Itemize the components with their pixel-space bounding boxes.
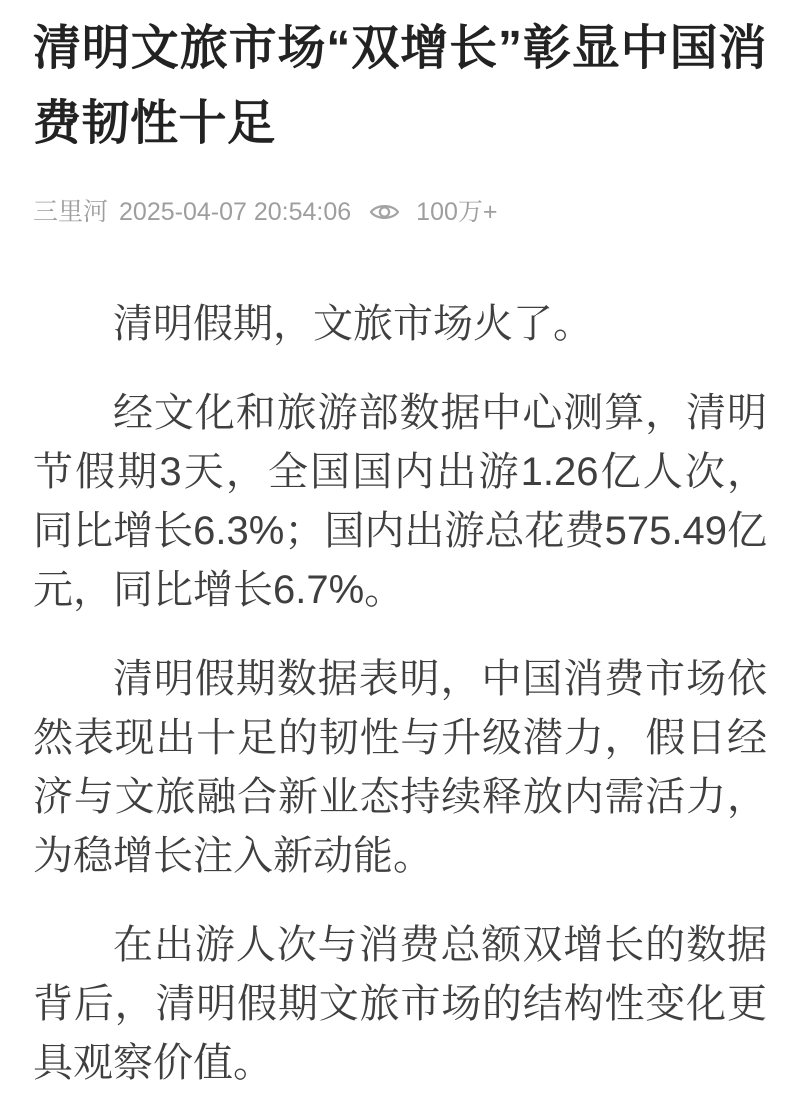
publish-datetime: 2025-04-07 20:54:06 xyxy=(119,198,352,226)
article-title: 清明文旅市场“双增长”彰显中国消费韧性十足 xyxy=(33,22,767,150)
paragraph: 经文化和旅游部数据中心测算，清明节假期3天，全国国内出游1.26亿人次，同比增长6.3%；国内出游总花费575.49亿元，同比增长6.7%。 xyxy=(33,391,767,612)
article-body xyxy=(33,295,767,1093)
paragraph: 清明假期，文旅市场火了。 xyxy=(113,302,593,346)
view-count xyxy=(369,195,497,229)
paragraph: 在出游人次与消费总额双增长的数据背后，清明假期文旅市场的结构性变化更具观察价值。 xyxy=(33,923,767,1085)
article-meta xyxy=(33,195,767,229)
author-name[interactable]: 三里河 xyxy=(33,198,109,226)
view-count-label: 100万+ xyxy=(416,198,498,226)
paragraph: 清明假期数据表明，中国消费市场依然表现出十足的韧性与升级潜力，假日经济与文旅融合新业态持续释放内需活力，为稳增长注入新动能。 xyxy=(33,657,767,878)
eye-icon xyxy=(369,201,416,223)
